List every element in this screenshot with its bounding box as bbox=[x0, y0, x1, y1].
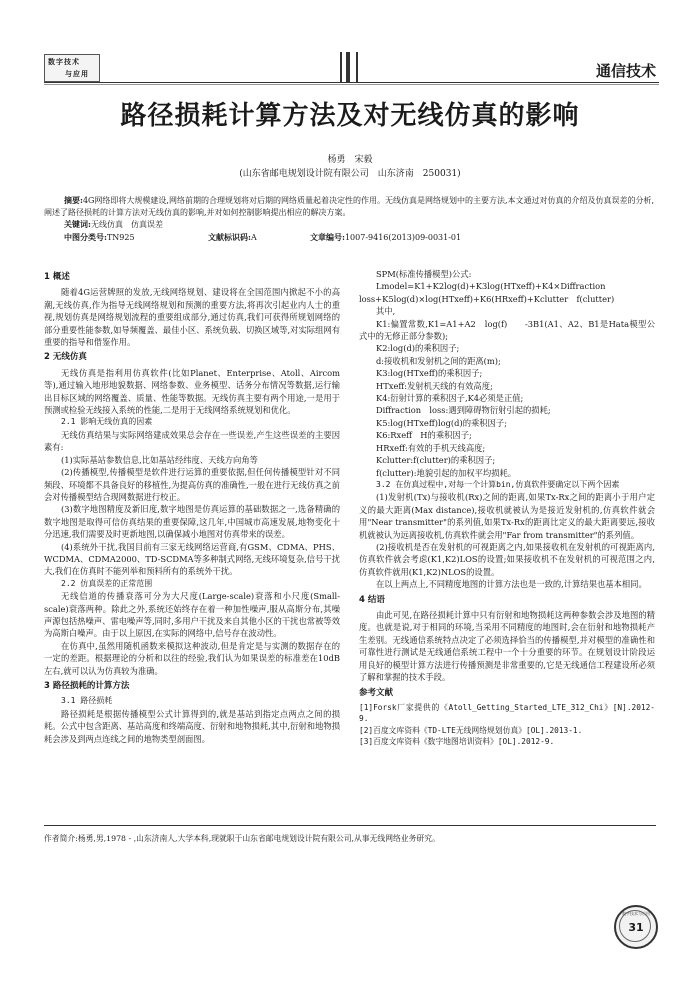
page-number-seal bbox=[614, 905, 658, 949]
keywords-label: 关键词: bbox=[64, 219, 91, 229]
keywords-text: 无线仿真 仿真误差 bbox=[90, 220, 163, 229]
paragraph: (3)数字地图精度及新旧度,数字地图是仿真运算的基础数据之一,选备精确的数字地图是取得可信仿真结果的重要保障,这几年,中国城市高速发展,地物变化十分迅速,我们需要及时更新地图,以确保减小地图对仿真带来的误差。 bbox=[44, 504, 340, 540]
paragraph: 由此可见,在路径损耗计算中只有衍射和地物损耗这两种参数会涉及地图的精度。也就是说,对于相同的环境,当采用不同精度的地图时,会在衍射和地物损耗产生差别。无线通信系统特点决定了必须选择恰当的传播模型,并对模型的准确性和可靠性进行测试是无线通信系统工程中一个十分重要的环节。在规划设计阶段运用良好的模型计算方法进行传播预测是非常重要的,它是无线通信工程建设所必须了解和掌握的技术手段。 bbox=[359, 609, 655, 682]
abstract bbox=[44, 194, 656, 219]
clc-label: 中图分类号: bbox=[64, 232, 107, 242]
reference-item: [3]百度文库资料《数字地图培训资料》[OL].2012-9. bbox=[359, 737, 555, 747]
journal-logo-line2: 与应用 bbox=[65, 69, 89, 78]
article-authors: 杨勇 宋毅 bbox=[327, 155, 373, 165]
paragraph: 无线信道的传播衰落可分为大尺度(Large-scale)衰落和小尺度(Small-scale)衰落两种。除此之外,系统还始终存在着一种加性噪声,服从高斯分布,其噪声源包括热噪声、雷电噪声等,同时,多用户干扰及来自其他小区的干扰也常被等效为高斯白噪声。由于以上原因,在实际的网络中,信号存在波动性。 bbox=[44, 591, 340, 639]
paragraph: (2)传播模型,传播模型是软件进行运算的重要依据,但任何传播模型针对不同频段、环境都不具备良好的移植性,为提高仿真的准确性,一般在进行无线仿真之前会对传播模型结合现网数据进行校正。 bbox=[44, 467, 340, 502]
paragraph: 路径损耗是根据传播模型公式计算得到的,就是基站到指定点两点之间的损耗。公式中包含距离、基站高度和终端高度、衍射和地物损耗,其中,衍射和地物损耗会涉及到两点连线之间的地物类型剖面图。 bbox=[44, 708, 340, 744]
left-column bbox=[44, 268, 340, 745]
doc-value: A bbox=[250, 233, 257, 242]
section-heading: 1 概述 bbox=[44, 272, 70, 282]
paragraph: (2)接收机是否在发射机的可视距离之内,如果接收机在发射机的可视距离内,仿真软件就会考虑(K1,K2)LOS的设置;如果接收机不在发射机的可视范围之内,仿真软件就用(K1,K2)NLOS的设置。 bbox=[359, 541, 655, 577]
header-bar bbox=[340, 52, 342, 82]
author-note: 作者简介:杨勇,男,1978 - ,山东济南人,大学本科,现就职于山东省邮电规划设计院有限公司,从事无线网络业务研究。 bbox=[44, 834, 440, 843]
doc-code bbox=[208, 232, 257, 243]
paragraph: 无线仿真结果与实际网络建成效果总会存在一些误差,产生这些误差的主要因素有: bbox=[44, 429, 340, 453]
article-title: 路径损耗计算方法及对无线仿真的影响 bbox=[120, 101, 580, 131]
paragraph: 在仿真中,虽然用随机函数来模拟这种波动,但是肯定是与实测的数据存在的一定的差距。根据理论的分析和以往的经验,我们认为如果误差的标准差在10dB左右,就可以认为仿真较为准确。 bbox=[44, 640, 340, 676]
formula: Lmodel=K1+K2log(d)+K3log(HTxeff)+K4×Diffraction loss+K5log(d)×log(HTxeff)+K6(HRxeff)+Kclutter f(clutter) bbox=[359, 281, 615, 304]
doc-label: 文献标识码: bbox=[208, 232, 251, 242]
section-heading: 2 无线仿真 bbox=[44, 352, 87, 363]
paragraph: (1)实际基站参数信息,比如基站经纬度、天线方向角等 bbox=[61, 454, 258, 465]
clc-value: TN925 bbox=[106, 233, 135, 242]
abstract-text: 4G网络即将大规模建设,网络前期的合理规划将对后期的网络质量起着决定性的作用。无线仿真是网络规划中的主要方法,本文通过对仿真的介绍及仿真误差的分析,阐述了路径损耗的计算方法对无线仿真的影响,并对如何控制影响提出相应的解决方案。 bbox=[44, 196, 655, 217]
formula-line: d:接收机和发射机之间的距离(m); bbox=[376, 355, 501, 366]
paragraph: 随着4G运营牌照的发放,无线网络规划、建设将在全国范围内掀起不小的高潮,无线仿真,作为指导无线网络规划和预测的重要方法,将再次引起业内人士的重视,规划仿真是网络规划流程的重要组成部分,通过仿真,我们可获得所规划网络的部分重要性能参数,如导频覆盖、最佳小区、系统负载、切换区域等,对实际组网有重要的指导和借鉴作用。 bbox=[44, 287, 340, 348]
paragraph: (1)发射机(Tx)与接收机(Rx)之间的距离,如果Tx-Rx之间的距离小于用户定义的最大距离(Max distance),接收机就被认为是接近发射机的,仿真软件就会用"Near transmitter"的系列值,如果Tx-Rx的距离比定义的最大距离要远,接收机就被认为远离接收机,仿真软件就会用"Far from transmitter"的系列值。 bbox=[359, 492, 655, 540]
subsection-heading: 3.2 在仿真过程中,对每一个计算bin,仿真软件要确定以下两个因素 bbox=[376, 479, 620, 489]
right-column bbox=[359, 268, 655, 748]
journal-logo-line1: 数字技术 bbox=[48, 57, 80, 66]
formula-line: HRxeff:有效的手机天线高度; bbox=[376, 442, 486, 453]
seal-text: 数字技术与应用 bbox=[622, 911, 650, 916]
formula-line: K6:Rxeff H的乘积因子; bbox=[376, 430, 472, 441]
paragraph: 无线仿真是指利用仿真软件(比如Planet、Enterprise、Atoll、Aircom等),通过输入地形地貌数据、网络参数、业务模型、话务分布情况等数据,运行输出目标区域的网络覆盖、质量、性能等数据。无线仿真主要有两个用途,一是用于预测或检验无线接入系统的性能,二是用于无线网络系统规划和优化。 bbox=[44, 367, 340, 416]
subsection-heading: 2.2 仿真误差的正常范围 bbox=[61, 578, 153, 588]
formula-line: K4:衍射计算的乘积因子,K4必须是正值; bbox=[376, 393, 524, 404]
reference-item: [2]百度文库资料《TD-LTE无线网络规划仿真》[OL].2013-1. bbox=[359, 725, 583, 735]
header-bar bbox=[346, 52, 350, 82]
formula-line: K5:log(HTxeff)log(d)的乘积因子; bbox=[376, 417, 507, 428]
formula-line: SPM(标准传播模型)公式: bbox=[376, 269, 472, 279]
column-name: 通信技术 bbox=[595, 62, 656, 80]
article-number-value: 1007-9416(2013)09-0031-01 bbox=[344, 233, 462, 242]
paragraph: 在以上两点上,不同精度地图的计算方法也是一致的,计算结果也基本相同。 bbox=[376, 579, 647, 590]
abstract-label: 摘要: bbox=[64, 195, 83, 205]
formula-line: f(clutter):地貌引起的加权平均损耗。 bbox=[376, 467, 517, 478]
footer-divider bbox=[44, 825, 656, 826]
article-number-label: 文章编号: bbox=[310, 232, 345, 242]
formula-line: Diffraction loss:遇到障碍物衍射引起的损耗; bbox=[376, 405, 551, 416]
reference-item: [1]Forsk厂家提供的《Atoll_Getting_Started_LTE_312_Chi》[N].2012-9. bbox=[359, 702, 655, 724]
article-number bbox=[310, 232, 461, 243]
header-divider-thin bbox=[44, 84, 659, 85]
references-title: 参考文献 bbox=[359, 688, 394, 699]
formula-line: Kclutter:f(clutter)的乘积因子; bbox=[376, 455, 496, 466]
clc-code bbox=[64, 232, 135, 243]
formula-line: HTxeff:发射机天线的有效高度; bbox=[376, 380, 493, 391]
keywords bbox=[64, 219, 163, 230]
formula-line: K2:log(d)的乘积因子; bbox=[376, 343, 460, 354]
formula-line: 其中, bbox=[376, 306, 396, 317]
header-bar bbox=[356, 52, 358, 82]
page-number: 31 bbox=[628, 921, 644, 934]
paragraph: (4)系统外干扰,我国目前有三家无线网络运营商,有GSM、CDMA、PHS、WCDMA、CDMA2000、TD-SCDMA等多种制式网络,无线环境复杂,信号干扰大,我们在仿真时不能列举和预料所有的系统外干扰。 bbox=[44, 541, 340, 577]
subsection-heading: 3.1 路径损耗 bbox=[61, 696, 113, 706]
article-affiliation: (山东省邮电规划设计院有限公司 山东济南 250031) bbox=[239, 169, 461, 179]
journal-logo bbox=[44, 54, 100, 82]
section-heading: 3 路径损耗的计算方法 bbox=[44, 681, 130, 691]
header-divider bbox=[44, 82, 659, 83]
section-heading: 4 结语 bbox=[359, 594, 385, 605]
formula-line: K3:log(HTxeff)的乘积因子; bbox=[376, 368, 483, 379]
formula-line: K1:偏置常数,K1=A1+A2 log(f) -3B1(A1、A2、B1是Hata模型公式中的无修正部分参数); bbox=[359, 318, 655, 342]
subsection-heading: 2.1 影响无线仿真的因素 bbox=[61, 417, 153, 427]
